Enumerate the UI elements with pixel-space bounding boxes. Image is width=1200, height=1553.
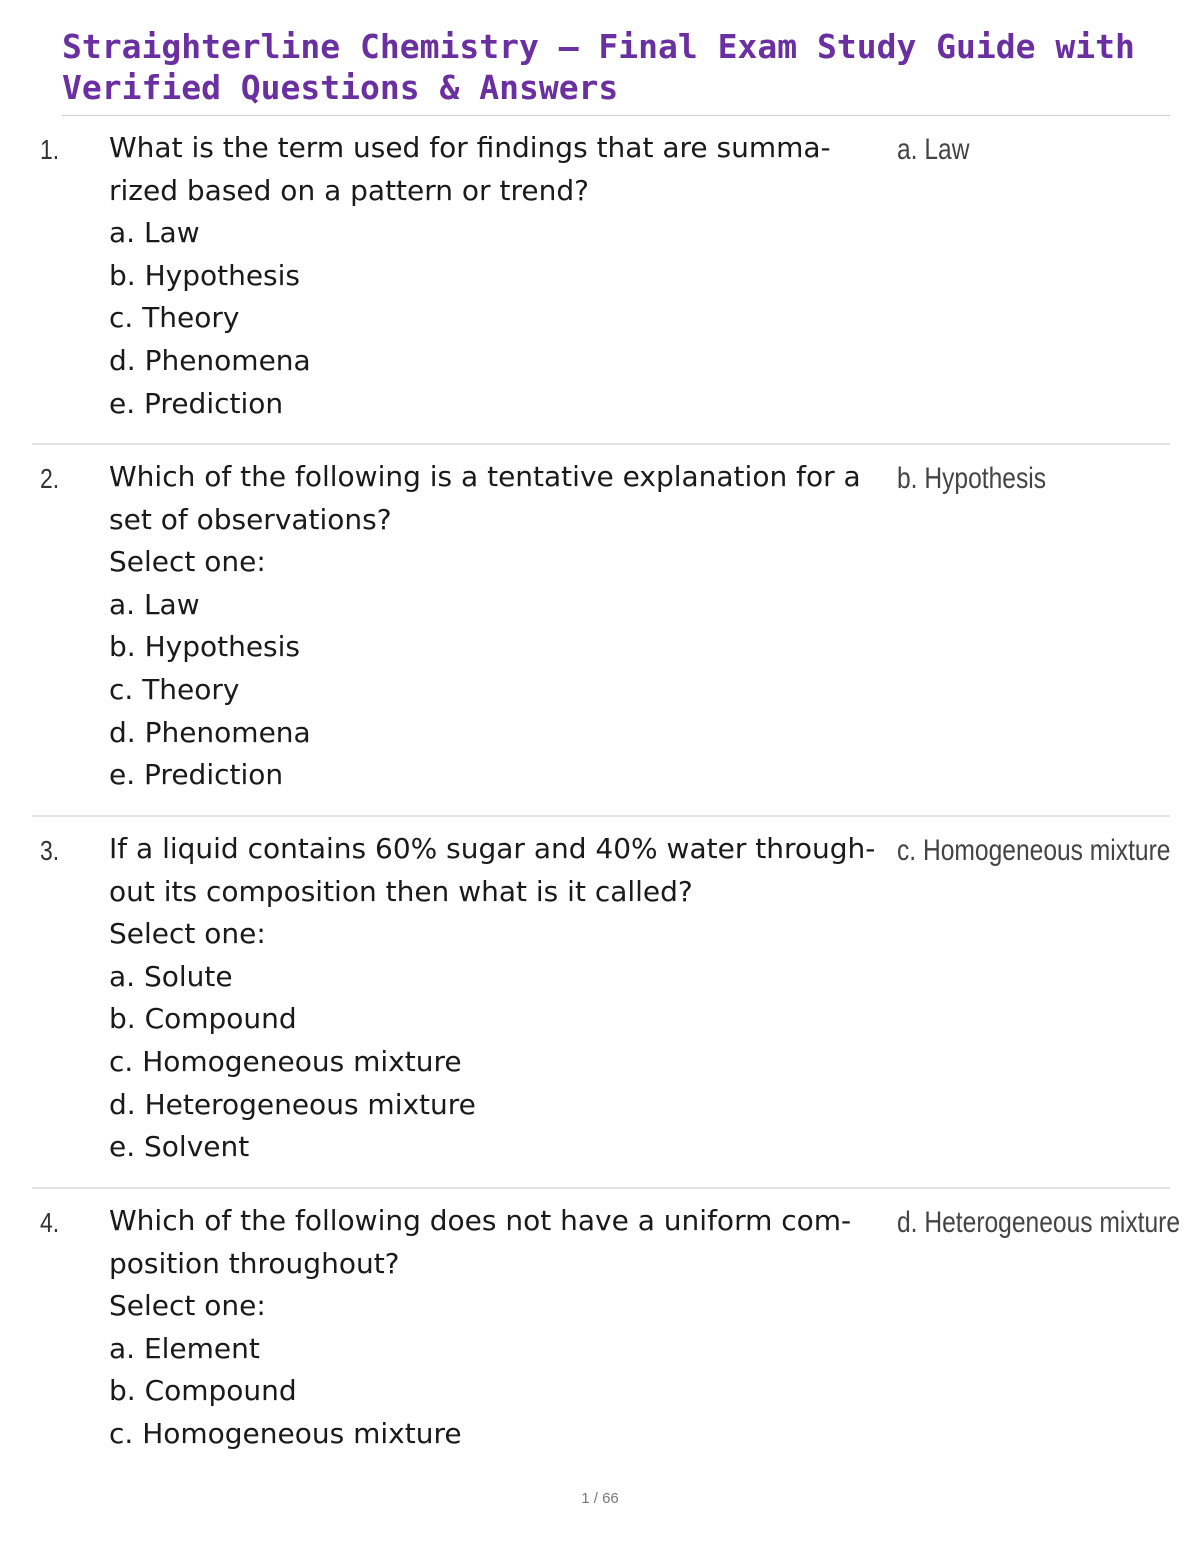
option-d: d. Heterogeneous mixture [109, 1087, 476, 1121]
question-item-3 [32, 817, 1170, 1189]
question-text [109, 127, 899, 425]
title-line-2: Verified Questions & Answers [62, 68, 619, 107]
option-d: d. Phenomena [109, 343, 311, 377]
question-list [32, 116, 1181, 1469]
question-number: 2. [40, 463, 60, 494]
question-number: 4. [40, 1207, 60, 1238]
option-a: a. Law [109, 587, 200, 621]
question-line: rized based on a pattern or trend? [109, 173, 589, 207]
option-c: c. Theory [109, 672, 240, 706]
option-b: b. Compound [109, 1374, 297, 1408]
select-one-prompt: Select one: [109, 545, 266, 579]
select-one-prompt: Select one: [109, 917, 266, 951]
question-number: 3. [40, 835, 60, 866]
option-c: c. Theory [109, 301, 240, 335]
question-line: What is the term used for findings that are summa- [109, 131, 831, 164]
answer-text: d. Heterogeneous mixture [897, 1206, 1181, 1239]
question-line: If a liquid contains 60% sugar and 40% water through- [109, 832, 876, 865]
option-e: e. Prediction [109, 386, 284, 420]
select-one-prompt: Select one: [109, 1289, 266, 1323]
option-b: b. Hypothesis [109, 258, 301, 292]
question-item-4 [32, 1189, 1181, 1469]
option-c: c. Homogeneous mixture [109, 1044, 462, 1078]
question-text [109, 1200, 899, 1456]
option-a: a. Law [109, 216, 200, 250]
answer-text: c. Homogeneous mixture [897, 834, 1171, 867]
option-c: c. Homogeneous mixture [109, 1416, 462, 1450]
option-d: d. Phenomena [109, 715, 311, 749]
page-indicator: 1 / 66 [581, 1490, 619, 1507]
question-line: Which of the following is a tentative explanation for a [109, 460, 861, 493]
answer-text: a. Law [897, 133, 970, 166]
question-line: position throughout? [109, 1246, 400, 1280]
question-line: Which of the following does not have a uniform com- [109, 1204, 852, 1237]
question-line: out its composition then what is it called? [109, 874, 693, 908]
option-b: b. Compound [109, 1002, 297, 1036]
option-a: a. Element [109, 1331, 260, 1365]
question-item-2 [32, 445, 1170, 817]
question-text [109, 456, 899, 797]
document-title [62, 26, 1192, 108]
option-e: e. Prediction [109, 758, 284, 792]
question-number: 1. [40, 134, 60, 165]
question-text [109, 828, 899, 1169]
option-e: e. Solvent [109, 1130, 250, 1164]
option-a: a. Solute [109, 959, 233, 993]
question-line: set of observations? [109, 502, 392, 536]
option-b: b. Hypothesis [109, 630, 301, 664]
answer-text: b. Hypothesis [897, 462, 1047, 495]
title-line-1: Straighterline Chemistry – Final Exam Study Guide with [62, 27, 1135, 66]
question-item-1 [32, 116, 1170, 445]
